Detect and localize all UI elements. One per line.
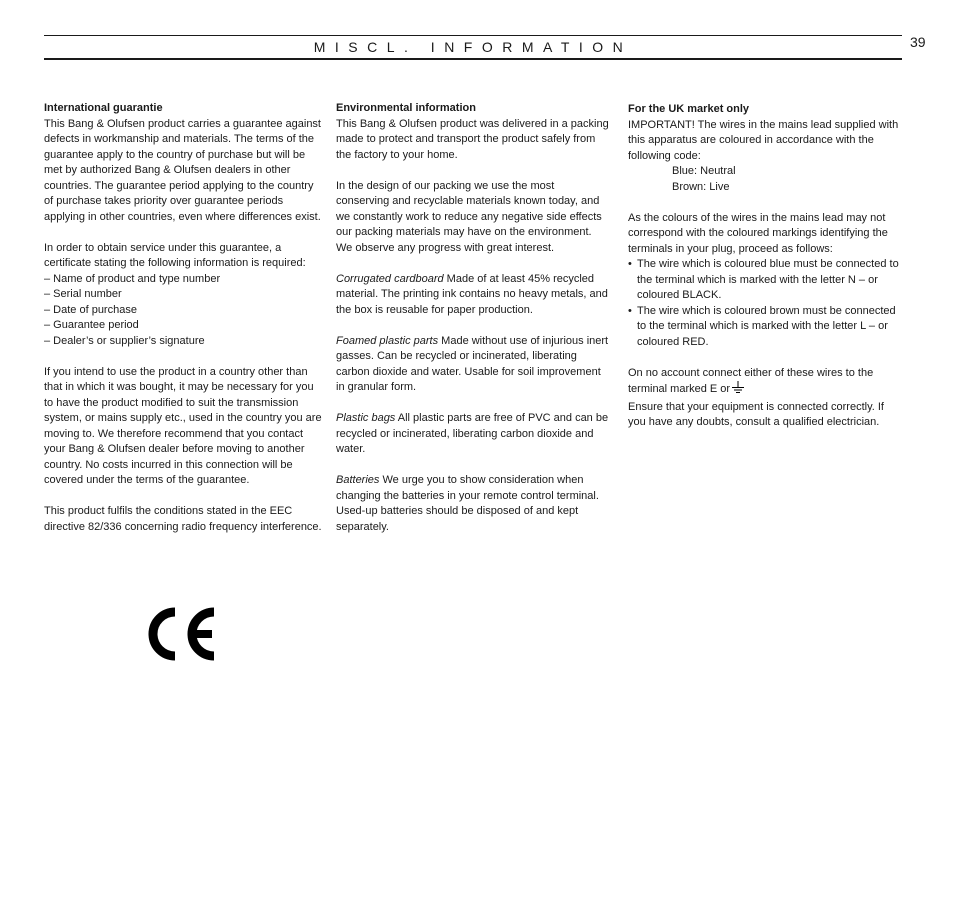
guarantee-paragraph: This Bang & Olufsen product carries a guarantee against defects in workmanship and materials. The terms of the guarantee apply to the country of purchase but will be met by authorized Bang & Olufsen dealers in other countries. The guarantee period applying to the country of purchase takes priority over guarantee periods applying in other countries, even where differences exist.: [44, 117, 321, 223]
bullet-icon: •: [628, 258, 632, 270]
list-item: – Date of purchase: [44, 303, 137, 316]
list-item: – Name of product and type number: [44, 272, 221, 285]
earth-ground-icon: [732, 381, 744, 400]
bullet-text: The wire which is coloured brown must be connected to the terminal which is marked with the letter L – or coloured RED.: [637, 304, 896, 348]
list-item: – Guarantee period: [44, 319, 139, 331]
ce-mark-icon: [144, 603, 218, 665]
important-paragraph: IMPORTANT! The wires in the mains lead supplied with this apparatus are coloured in accordance with the following code:: [628, 118, 899, 162]
country-modification-paragraph: If you intend to use the product in a country other than that in which it was bought, it may be necessary for you to have the product modified to suit the transmission system, or mains supply etc., used in the country you are moving to. We therefore recommend that you contact your Bang & Olufsen dealer before moving to another country. No costs incurred in this connection will be covered under the terms of the guarantee.: [44, 365, 322, 486]
column-environment: [336, 101, 610, 551]
list-item: Blue: Neutral: [672, 165, 736, 177]
list-item: [628, 257, 904, 304]
design-paragraph: In the design of our packing we use the most conserving and recyclable materials known today, and we constantly work to reduce any negative side effects our packing materials may have on the environment. We observe any progress with great interest.: [336, 179, 602, 254]
material-text: Made of at least 45% recycled material. The printing ink contains no heavy metals, and the box is reusable for paper production.: [336, 272, 608, 316]
column-guarantee: [44, 101, 322, 551]
earth-warning-text: On no account connect either of these wires to the terminal marked E or: [628, 366, 874, 395]
header-rule-bottom: [44, 58, 902, 60]
ensure-paragraph: Ensure that your equipment is connected correctly. If you have any doubts, consult a qualified electrician.: [628, 400, 884, 428]
material-item: [336, 334, 610, 396]
list-item: – Dealer’s or supplier’s signature: [44, 334, 205, 347]
proceed-paragraph: As the colours of the wires in the mains lead may not correspond with the coloured markings identifying the terminals in your plug, proceed as follows:: [628, 211, 888, 255]
bullet-text: The wire which is coloured blue must be connected to the terminal which is marked with the letter N – or coloured BLACK.: [637, 258, 899, 301]
material-text: All plastic parts are free of PVC and can be recycled or incinerated, liberating carbon dioxide and water.: [336, 412, 609, 455]
material-term: Plastic bags: [336, 412, 396, 424]
environment-heading: Environmental information: [336, 102, 476, 114]
bullet-icon: •: [628, 304, 632, 317]
earth-warning-paragraph: [628, 366, 904, 400]
material-text: Made without use of injurious inert gasses. Can be recycled or incinerated, liberating carbon dioxide and water. Usable for soil improvement in granular form.: [336, 334, 609, 393]
material-term: Batteries: [336, 474, 380, 486]
material-term: Foamed plastic parts: [336, 334, 439, 347]
material-text: We urge you to show consideration when changing the batteries in your remote control terminal. Used-up batteries should be disposed of and kept separately.: [336, 474, 599, 533]
uk-market-heading: For the UK market only: [628, 103, 750, 115]
material-term: Corrugated cardboard: [336, 272, 444, 285]
section-title: MISCL. INFORMATION: [313, 39, 633, 55]
material-item: [336, 411, 610, 458]
list-item: [628, 304, 904, 351]
requirements-list: [44, 272, 322, 350]
service-intro-paragraph: In order to obtain service under this guarantee, a certificate stating the following information is required:: [44, 241, 306, 269]
header-rule-top: [44, 35, 902, 36]
wire-instructions-list: [628, 257, 904, 350]
list-item: Brown: Live: [672, 180, 730, 193]
wire-code-list: [628, 164, 904, 195]
column-uk-market: [628, 101, 904, 446]
guarantee-heading: International guarantie: [44, 102, 163, 114]
material-item: [336, 473, 610, 535]
list-item: – Serial number: [44, 288, 122, 300]
eec-directive-paragraph: This product fulfils the conditions stated in the EEC directive 82/336 concerning radio frequency interference.: [44, 505, 322, 533]
page-number: 39: [910, 34, 926, 50]
packing-paragraph: This Bang & Olufsen product was delivered in a packing made to protect and transport the product safely from the factory to your home.: [336, 117, 609, 161]
material-item: [336, 272, 610, 319]
